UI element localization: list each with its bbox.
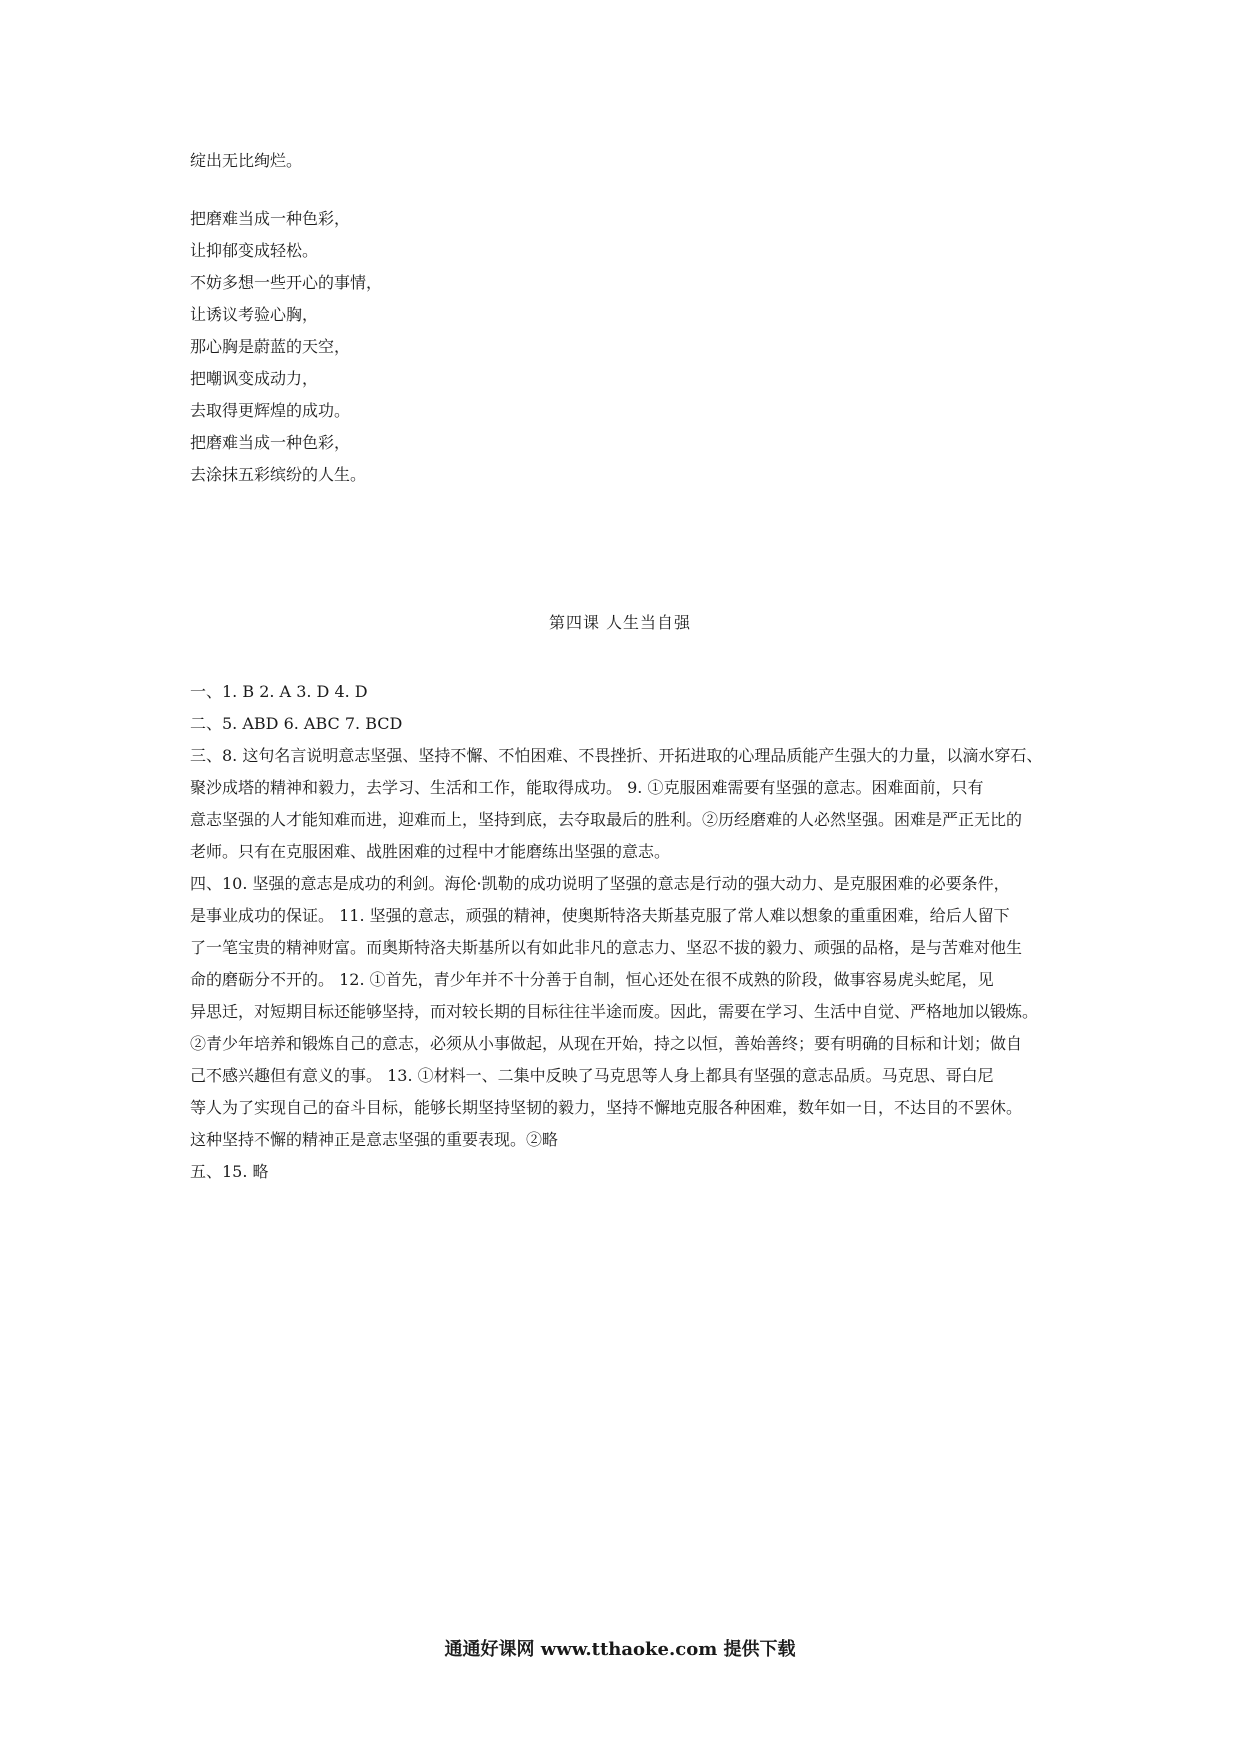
answer-line: 了一笔宝贵的精神财富。而奥斯特洛夫斯基所以有如此非凡的意志力、坚忍不拔的毅力、顽强的品格，是与苦难对他生	[190, 938, 1023, 957]
poem-stanza-gap	[190, 182, 890, 208]
answer-block	[190, 676, 1058, 1188]
answer-line-section-5: 五、15. 略	[190, 1162, 269, 1181]
answer-line-section-2: 二、5. ABD 6. ABC 7. BCD	[190, 714, 403, 733]
poem-line: 把磨难当成一种色彩，	[190, 433, 351, 452]
lesson-title: 第四课 人生当自强	[548, 613, 692, 632]
answer-line: 异思迁，对短期目标还能够坚持，而对较长期的目标往往半途而废。因此，需要在学习、生活中自觉、严格地加以锻炼。	[190, 1002, 1039, 1021]
answer-line: 是事业成功的保证。 11. 坚强的意志，顽强的精神，使奥斯特洛夫斯基克服了常人难以想象的重重困难，给后人留下	[190, 906, 1010, 925]
answer-line: 三、8. 这句名言说明意志坚强、坚持不懈、不怕困难、不畏挫折、开拓进取的心理品质能产生强大的力量，以滴水穿石、	[190, 746, 1043, 765]
poem-line: 那心胸是蔚蓝的天空，	[190, 337, 351, 356]
answer-line-section-1: 一、1. B 2. A 3. D 4. D	[190, 682, 368, 701]
answer-line: 命的磨砺分不开的。 12. ①首先，青少年并不十分善于自制，恒心还处在很不成熟的阶段，做事容易虎头蛇尾，见	[190, 970, 994, 989]
poem-line: 把磨难当成一种色彩，	[190, 209, 351, 228]
answer-line: 意志坚强的人才能知难而进，迎难而上，坚持到底，去夺取最后的胜利。②历经磨难的人必然坚强。困难是严正无比的	[190, 810, 1023, 829]
poem-line: 让抑郁变成轻松。	[190, 241, 319, 260]
answer-line: 四、10. 坚强的意志是成功的利剑。海伦·凯勒的成功说明了坚强的意志是行动的强大动力、是克服困难的必要条件，	[190, 874, 1010, 893]
poem-block	[190, 150, 890, 496]
answer-line: 聚沙成塔的精神和毅力，去学习、生活和工作，能取得成功。 9. ①克服困难需要有坚强的意志。困难面前，只有	[190, 778, 984, 797]
answer-line: 这种坚持不懈的精神正是意志坚强的重要表现。②略	[190, 1130, 559, 1149]
answer-line: ②青少年培养和锻炼自己的意志，必须从小事做起，从现在开始，持之以恒，善始善终；要有明确的目标和计划；做自	[190, 1034, 1023, 1053]
answer-line: 己不感兴趣但有意义的事。 13. ①材料一、二集中反映了马克思等人身上都具有坚强的意志品质。马克思、哥白尼	[190, 1066, 994, 1085]
poem-line: 去取得更辉煌的成功。	[190, 401, 351, 420]
poem-line: 让诱议考验心胸，	[190, 305, 319, 324]
poem-line: 绽出无比绚烂。	[190, 151, 303, 170]
poem-line: 把嘲讽变成动力，	[190, 369, 319, 388]
footer-credit: 通通好课网 www.tthaoke.com 提供下载	[444, 1639, 796, 1660]
answer-line: 等人为了实现自己的奋斗目标，能够长期坚持坚韧的毅力，坚持不懈地克服各种困难，数年如一日，不达目的不罢休。	[190, 1098, 1023, 1117]
poem-line: 不妨多想一些开心的事情，	[190, 273, 383, 292]
poem-line: 去涂抹五彩缤纷的人生。	[190, 465, 367, 484]
answer-line: 老师。只有在克服困难、战胜困难的过程中才能磨练出坚强的意志。	[190, 842, 671, 861]
